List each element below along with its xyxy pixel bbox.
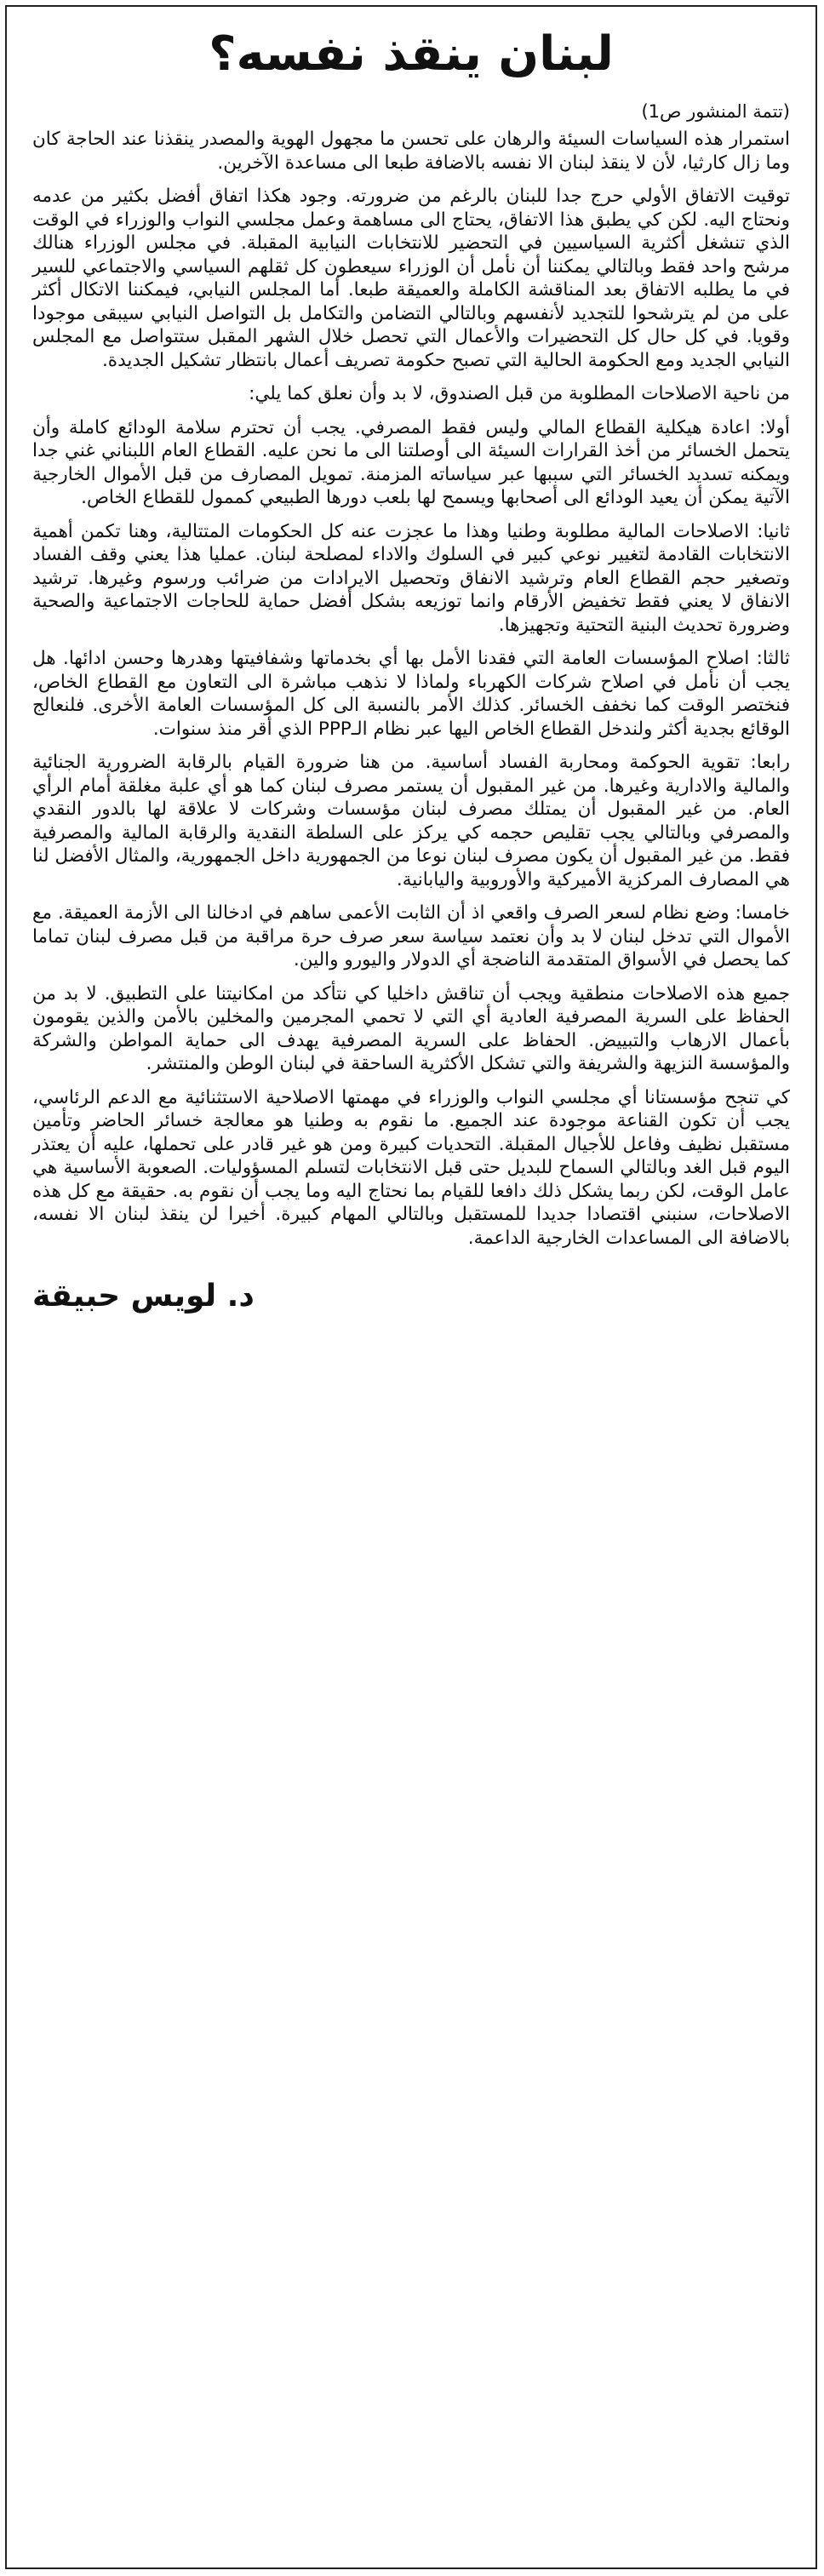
article-body — [32, 128, 790, 1250]
article-headline: لبنان ينقذ نفسه؟ — [209, 26, 614, 82]
paragraph-first: أولا: اعادة هيكلية القطاع المالي وليس فقط المصرفي. يجب أن تحترم سلامة الودائع كاملة وأن يتحمل الخسائر من أخذ القرارات السيئة الى أوصلتنا الى ما نحن عليه. القطاع العام اللبناني غني جدا ويمكنه تسديد الخسائر التي سببها عبر سياساته المزمنة. تمويل المصارف من قبل الأموال الخارجية الآتية يمكن أن يعيد الودائع الى أصحابها ويسمح لها بلعب دورها الطبيعي كممول للقطاع الخاص. — [32, 416, 790, 508]
paragraph-banking-secrecy: جميع هذه الاصلاحات منطقية ويجب أن تناقش داخليا كي نتأكد من امكانيتنا على التطبيق. لا بد من الحفاظ على السرية المصرفية العادية أي التي لا تحمي المجرمين والمخلين بالأمن والذين يقومون بأعمال الارهاب والتبييض. الحفاظ على السرية المصرفية يهدف الى حماية المواطن والشركة والمؤسسة النزيهة والشريفة والتي تشكل الأكثرية الساحقة في لبنان الوطن والمنتشر. — [32, 982, 790, 1074]
paragraph-fourth: رابعا: تقوية الحوكمة ومحاربة الفساد أساسية. من هنا ضرورة القيام بالرقابة الضرورية الجنائية والمالية والادارية وغيرها. من غير المقبول أن يستمر مصرف لبنان كما هو أي علبة مغلقة أمام الرأي العام. من غير المقبول أن يمتلك مصرف لبنان مؤسسات وشركات لا علاقة لها بالدور النقدي والمصرفي وبالتالي يجب تقليص حجمه كي يركز على السلطة النقدية والرقابة المالية والمصرفية فقط. من غير المقبول أن يكون مصرف لبنان نوعا من الجمهورية داخل الجمهورية، والمثال الأفضل لنا هي المصارف المركزية الأميركية والأوروبية واليابانية. — [32, 752, 790, 890]
article-frame — [5, 5, 817, 2569]
paragraph-fifth: خامسا: وضع نظام لسعر الصرف واقعي اذ أن الثابت الأعمى ساهم في ادخالنا الى الأزمة العميقة. مع الأموال التي تدخل لبنان لا بد وأن نعتمد سياسة سعر صرف حرة مراقبة من قبل مصرف لبنان تماما كما يحصل في الأسواق المتقدمة الناضجة أي الدولار واليورو والين. — [32, 902, 790, 970]
paragraph-reforms-intro: من ناحية الاصلاحات المطلوبة من قبل الصندوق، لا بد وأن نعلق كما يلي: — [249, 383, 790, 404]
paragraph-agreement-timing: توقيت الاتفاق الأولي حرج جدا للبنان بالرغم من ضرورته. وجود هكذا اتفاق أفضل بكثير من عدمه ونحتاج اليه. لكن كي يطبق هذا الاتفاق، يحتاج الى مساهمة وعمل مجلسي النواب والوزراء في الوقت الذي تنشغل أكثرية السياسيين في التحضير للانتخابات النيابية المقبلة. في مجلس الوزراء هنالك مرشح واحد فقط وبالتالي يمكننا أن نأمل أن الوزراء سيعطون كل ثقلهم السياسي والاجتماعي للسير في ما يطلبه الاتفاق بعد المناقشة الكاملة والعميقة طبعا. أما المجلس النيابي، فيمكننا الاتكال أكثر على من لم يترشحوا للتجديد لأنفسهم وبالتالي التضامن والتكامل بل التواصل النيابي سيبقى موجودا وقويا. في كل حال كل التحضيرات والأعمال التي تحصل خلال الشهر المقبل ستتواصل مع المجلس النيابي الجديد ومع الحكومة الحالية التي تصبح حكومة تصريف أعمال بانتظار تشكيل الجديدة. — [32, 186, 790, 371]
author-signature: د. لويس حبيقة — [32, 1279, 255, 1314]
paragraph-second: ثانيا: الاصلاحات المالية مطلوبة وطنيا وهذا ما عجزت عنه كل الحكومات المتتالية، وهنا تكمن أهمية الانتخابات القادمة لتغيير نوعي كبير في السلوك والاداء لمصلحة لبنان. عمليا هذا يعني وقف الفساد وتصغير حجم القطاع العام وترشيد الانفاق وتحصيل الايرادات من ضرائب ورسوم وغيرها. ترشيد الانفاق لا يعني فقط تخفيض الأرقام وانما توزيعه بشكل أفضل حماية للحاجات الاجتماعية والصحية وضرورة تحديث البنية التحتية وتجهيزها. — [32, 520, 790, 636]
paragraph-conclusion: كي تنجح مؤسستانا أي مجلسي النواب والوزراء في مهمتها الاصلاحية الاستثنائية مع الدعم الرئاسي، يجب أن تكون القناعة موجودة عند الجميع. ما نقوم به وطنيا هو معالجة خسائر الحاضر وتأمين مستقبل نظيف وفاعل للأجيال المقبلة. التحديات كبيرة ومن هو غير قادر على تحملها، عليه أن يعتذر اليوم قبل الغد وبالتالي السماح للبديل حتى قبل الانتخابات لتسلم المسؤوليات. الصعوبة الأساسية هي عامل الوقت، لكن ربما يشكل ذلك دافعا للقيام بما نحتاج اليه وما يجب أن نقوم به. حقيقة مع كل هذه الاصلاحات، سنبني اقتصادا جديدا للمستقبل وبالتالي المهام كبيرة. أخيرا لن ينقذ لبنان الا نفسه، بالاضافة الى المساعدات الخارجية الداعمة. — [32, 1086, 790, 1249]
paragraph-third: ثالثا: اصلاح المؤسسات العامة التي فقدنا الأمل بها أي بخدماتها وشفافيتها وهدرها وحسن ادائها. هل يجب أن نأمل في اصلاح شركات الكهرباء ولماذا لا نذهب مباشرة الى التعاون مع القطاع الخاص، فنختصر الوقت كما نخفف الخسائر. كذلك الأمر بالنسبة الى كل المؤسسات العامة الأخرى. فلنعالج الوقائع بجدية أكثر ولندخل القطاع الخاص اليها عبر نظام الـPPP الذي أقر منذ سنوات. — [32, 648, 790, 740]
continuation-note: (تتمة المنشور ص1) — [641, 101, 790, 122]
paragraph-intro: استمرار هذه السياسات السيئة والرهان على تحسن ما مجهول الهوية والمصدر ينقذنا عند الحاجة كان وما زال كارثيا، لأن لا ينقذ لبنان الا نفسه بالاضافة طبعا الى مساعدة الآخرين. — [32, 129, 790, 174]
